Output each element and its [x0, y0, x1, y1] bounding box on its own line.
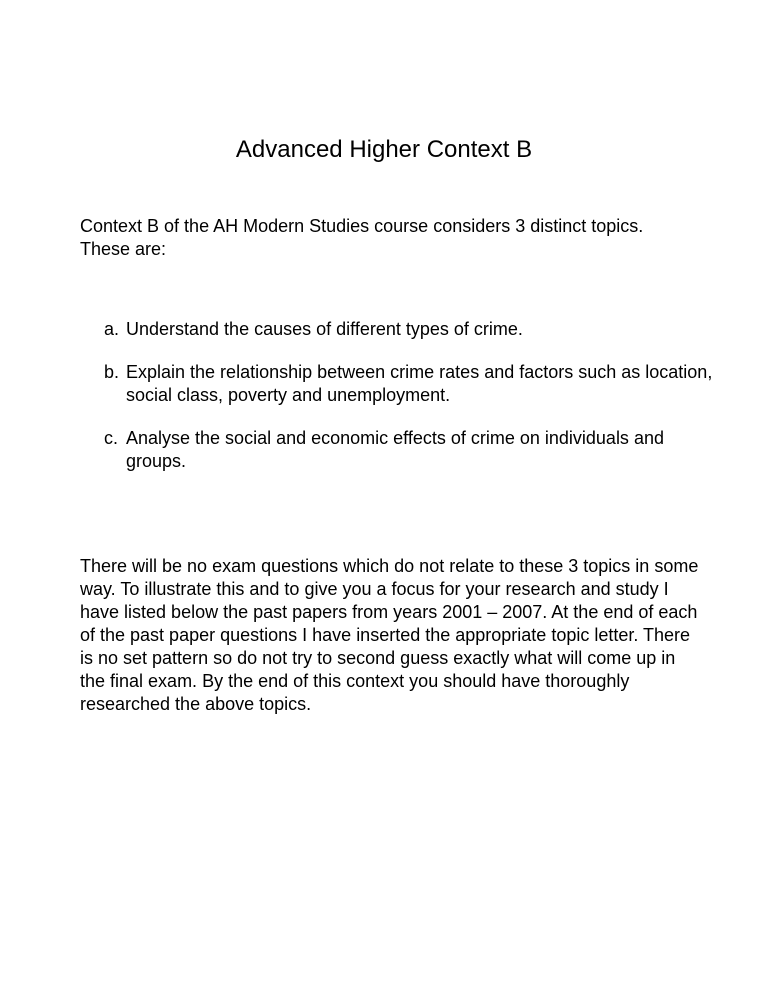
- topic-letter: b.: [104, 362, 120, 382]
- topic-text: Explain the relationship between crime rates and factors such as location, social class, poverty and unemployment.: [126, 362, 713, 405]
- topic-item-a: [104, 318, 714, 341]
- topic-item-c: [104, 427, 714, 473]
- document-title: Advanced Higher Context B: [235, 136, 533, 163]
- topic-item-b: [104, 361, 714, 407]
- topic-letter: a.: [104, 319, 120, 339]
- topic-text: Understand the causes of different types of crime.: [126, 319, 523, 339]
- topic-list: [104, 318, 714, 493]
- topic-text: Analyse the social and economic effects of crime on individuals and groups.: [126, 428, 664, 471]
- intro-paragraph: Context B of the AH Modern Studies course considers 3 distinct topics. These are:: [80, 216, 644, 259]
- topic-letter: c.: [104, 428, 119, 448]
- closing-paragraph: There will be no exam questions which do not relate to these 3 topics in some way. To illustrate this and to give you a focus for your research and study I have listed below the past papers from years 2001 – 2007. At the end of each of the past paper questions I have inserted the appropriate topic letter. There is no set pattern so do not try to second guess exactly what will come up in the final exam. By the end of this context you should have thoroughly researched the above topics.: [80, 556, 699, 714]
